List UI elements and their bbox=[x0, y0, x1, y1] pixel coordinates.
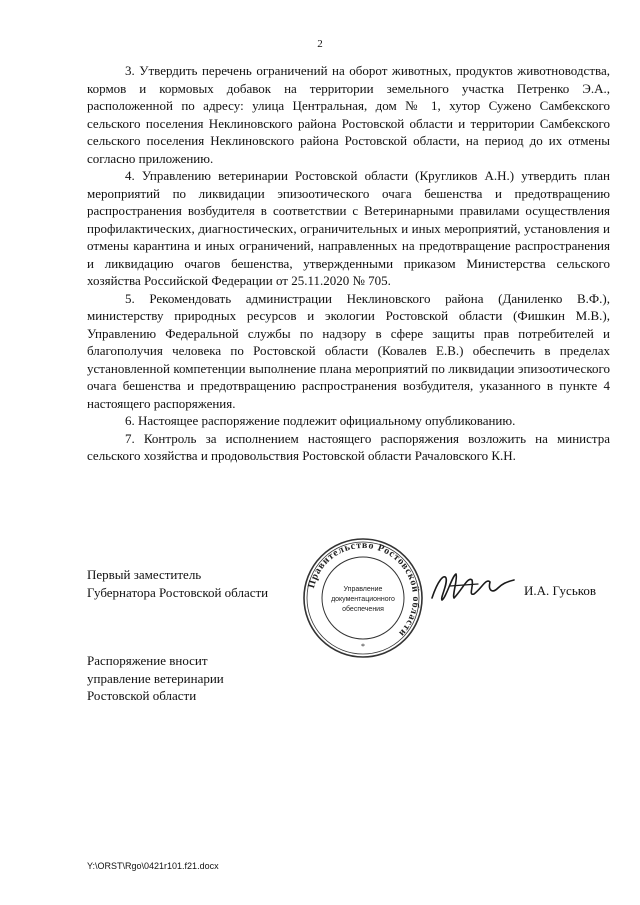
seal-inner-line3: обеспечения bbox=[342, 606, 384, 613]
file-path: Y:\ORST\Rgo\0421r101.f21.docx bbox=[87, 861, 219, 871]
paragraph-6: 6. Настоящее распоряжение подлежит официальному опубликованию. bbox=[125, 413, 516, 428]
submitted-by-note bbox=[87, 652, 224, 705]
submitted-by-line1: Распоряжение вносит bbox=[87, 653, 208, 668]
paragraph-5: 5. Рекомендовать администрации Неклиновского района (Даниленко В.Ф.), министерству природных ресурсов и экологии Ростовской области (Фишкин М.В.), Управлению Федеральной службы по надзору в сфере защиты прав потребителей и благополучия человека по Ростовской области (Ковалев Е.В.) обеспечить в пределах установленной компетенции выполнение плана мероприятий по ликвидации эпизоотического очага бешенства и предотвращению распространения возбудителя, указанного в пункте 4 настоящего распоряжения. bbox=[87, 290, 610, 411]
signatory-title-line1: Первый заместитель bbox=[87, 567, 202, 582]
seal-outer-text: Правительство Ростовской области bbox=[305, 539, 422, 640]
official-seal bbox=[302, 537, 424, 659]
submitted-by-line2: управление ветеринарии bbox=[87, 670, 224, 686]
seal-inner-line1: Управление bbox=[343, 586, 383, 593]
signatory-title-line2: Губернатора Ростовской области bbox=[87, 584, 269, 600]
page-number: 2 bbox=[317, 38, 323, 50]
signatory-title bbox=[87, 566, 268, 601]
signatory-name: И.А. Гуськов bbox=[524, 583, 597, 598]
handwritten-signature bbox=[428, 568, 518, 608]
document-body bbox=[87, 62, 610, 465]
paragraph-7: 7. Контроль за исполнением настоящего распоряжения возложить на министра сельского хозяйства и продовольствия Ростовской области Рачаловского К.Н. bbox=[87, 430, 610, 463]
seal-star-icon: * bbox=[361, 642, 365, 651]
paragraph-4: 4. Управлению ветеринарии Ростовской области (Кругликов А.Н.) утвердить план мероприятий по ликвидации эпизоотического очага бешенства и предотвращению распространения возбудителя в соответствии с Ветеринарными правилами осуществления профилактических, диагностических, ограничительных и иных мероприятий, установления и отмены карантина и иных ограничений, направленных на предотвращение распространения и ликвидацию очагов бешенства, утвержденными приказом Министерства сельского хозяйства Российской Федерации от 25.11.2020 № 705. bbox=[87, 168, 610, 288]
paragraph-3: 3. Утвердить перечень ограничений на оборот животных, продуктов животноводства, кормов и кормовых добавок на территории земельного участка Петренко Э.А., расположенной по адресу: улица Центральная, дом № 1, хутор Сужено Самбекского сельского поселения Неклиновского района Ростовской области и территории Самбекского сельского поселения Неклиновского района Ростовской области, на период до их отмены согласно приложению. bbox=[87, 63, 610, 166]
seal-inner-line2: документационного bbox=[331, 596, 395, 603]
submitted-by-line3: Ростовской области bbox=[87, 688, 197, 703]
